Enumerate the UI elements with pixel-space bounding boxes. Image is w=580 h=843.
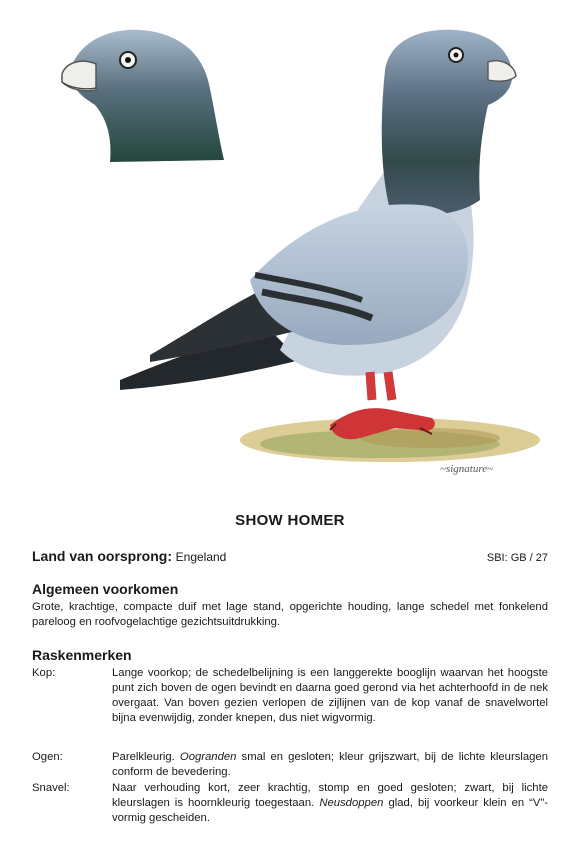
feature-text-italic: Neusdoppen: [319, 797, 384, 809]
head-detail-drawing: [62, 30, 224, 162]
origin-info: [32, 548, 226, 564]
origin-row: [32, 548, 548, 564]
feature-text: [112, 750, 548, 780]
general-text: Grote, krachtige, compacte duif met lage stand, opgerichte houding, lange schedel met fonkelend pareloog en roofvogelachtige gezichtsuitdrukking.: [32, 601, 548, 628]
feature-text-italic: Oogranden: [179, 751, 237, 763]
feature-text: Lange voorkop; de schedelbelijning is een langgerekte booglijn waarvan het hoogste punt zich boven de ogen bevindt en daarna goed gerond via het achterhoofd in de nek overgaat. Van boven gezien verlopen de zijlijnen van de kop vanaf de snavelwortel bijna evenwijdig, zonder knepen, dus niet wigvormig.: [112, 667, 548, 724]
feature-key: Ogen:: [32, 751, 63, 763]
feature-key: Kop:: [32, 667, 56, 679]
features-heading: Raskenmerken: [32, 647, 132, 663]
feature-row-kop: [32, 666, 548, 726]
feature-text-a: Parelkleurig.: [112, 751, 175, 763]
origin-label: Land van oorsprong: [32, 548, 168, 564]
page-title: SHOW HOMER: [235, 512, 345, 529]
feature-text-b: glad, bij voorkeur klein en “V”-vormig gescheiden.: [112, 797, 548, 824]
feature-row-snavel: [32, 781, 548, 826]
origin-value: Engeland: [175, 550, 227, 564]
general-heading: Algemeen voorkomen: [32, 581, 179, 597]
feature-row-ogen: [32, 750, 548, 780]
feature-text: [112, 781, 548, 826]
artist-signature: ~signature~: [440, 463, 494, 475]
feature-text-a: Naar verhouding kort, zeer krachtig, stomp en goed gesloten; zwart, bij lichte kleurslagen is hoornkleurig toegestaan.: [112, 782, 548, 809]
feature-key: Snavel:: [32, 782, 70, 794]
sbi-code: SBI: GB / 27: [486, 552, 548, 564]
feature-text-b: smal en gesloten; kleur grijszwart, bij de lichte kleurslagen conform de bevedering.: [112, 751, 549, 778]
origin-colon: :: [167, 548, 173, 564]
